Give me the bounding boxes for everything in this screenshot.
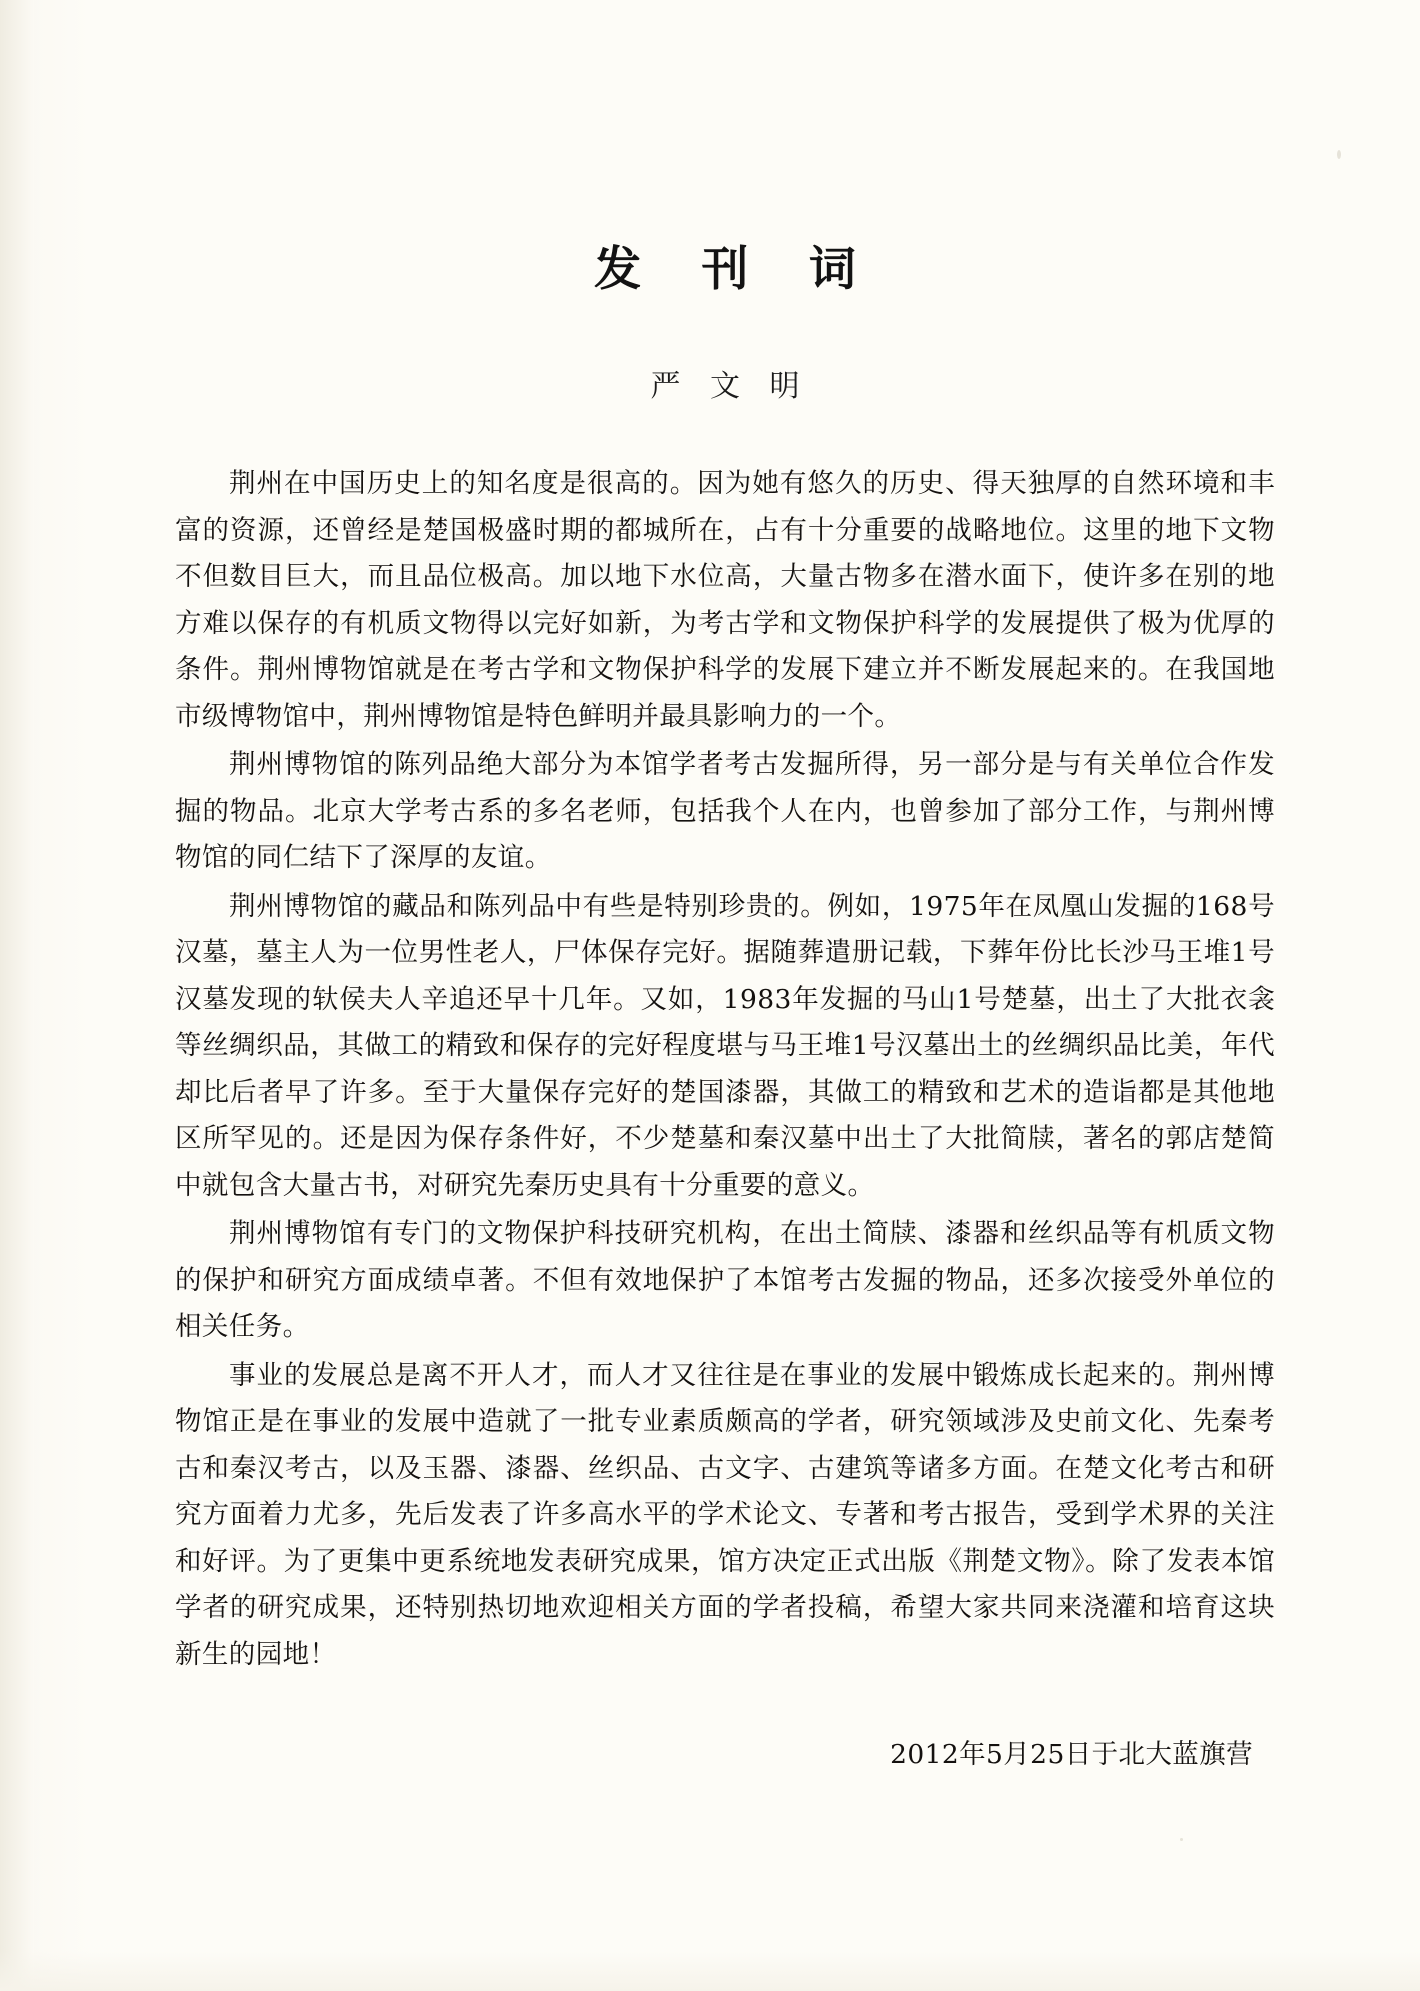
page-left-edge-shading xyxy=(0,0,34,1991)
paragraph: 事业的发展总是离不开人才，而人才又往往是在事业的发展中锻炼成长起来的。荆州博物馆正是在事业的发展中造就了一批专业素质颇高的学者，研究领域涉及史前文化、先秦考古和秦汉考古，以及玉器、漆器、丝织品、古文字、古建筑等诸多方面。在楚文化考古和研究方面着力尤多，先后发表了许多高水平的学术论文、专著和考古报告，受到学术界的关注和好评。为了更集中更系统地发表研究成果，馆方决定正式出版《荆楚文物》。除了发表本馆学者的研究成果，还特别热切地欢迎相关方面的学者投稿，希望大家共同来浇灌和培育这块新生的园地！ xyxy=(175,1359,1275,1670)
page-title: 发 刊 词 xyxy=(594,242,878,297)
paper-speck xyxy=(1337,150,1341,159)
paragraph: 荆州博物馆有专门的文物保护科技研究机构，在出土简牍、漆器和丝织品等有机质文物的保护和研究方面成绩卓著。不但有效地保护了本馆考古发掘的物品，还多次接受外单位的相关任务。 xyxy=(175,1218,1275,1342)
paragraph: 荆州博物馆的陈列品绝大部分为本馆学者考古发掘所得，另一部分是与有关单位合作发掘的物品。北京大学考古系的多名老师，包括我个人在内，也曾参加了部分工作，与荆州博物馆的同仁结下了深厚的友谊。 xyxy=(175,749,1275,873)
page-content xyxy=(175,0,1275,1991)
article-body xyxy=(175,405,1275,1678)
paragraph: 荆州博物馆的藏品和陈列品中有些是特别珍贵的。例如，1975年在凤凰山发掘的168号汉墓，墓主人为一位男性老人，尸体保存完好。据随葬遣册记载，下葬年份比长沙马王堆1号汉墓发现的轪侯夫人辛追还早十几年。又如，1983年发掘的马山1号楚墓，出土了大批衣衾等丝绸织品，其做工的精致和保存的完好程度堪与马王堆1号汉墓出土的丝绸织品比美，年代却比后者早了许多。至于大量保存完好的楚国漆器，其做工的精致和艺术的造诣都是其他地区所罕见的。还是因为保存条件好，不少楚墓和秦汉墓中出土了大批简牍，著名的郭店楚简中就包含大量古书，对研究先秦历史具有十分重要的意义。 xyxy=(175,890,1275,1201)
author-name: 严 文 明 xyxy=(650,369,810,404)
paragraph: 荆州在中国历史上的知名度是很高的。因为她有悠久的历史、得天独厚的自然环境和丰富的资源，还曾经是楚国极盛时期的都城所在，占有十分重要的战略地位。这里的地下文物不但数目巨大，而且品位极高。加以地下水位高，大量古物多在潜水面下，使许多在别的地方难以保存的有机质文物得以完好如新，为考古学和文物保护科学的发展提供了极为优厚的条件。荆州博物馆就是在考古学和文物保护科学的发展下建立并不断发展起来的。在我国地市级博物馆中，荆州博物馆是特色鲜明并最具影响力的一个。 xyxy=(175,468,1275,732)
signature-date-line: 2012年5月25日于北大蓝旗营 xyxy=(890,1739,1253,1770)
